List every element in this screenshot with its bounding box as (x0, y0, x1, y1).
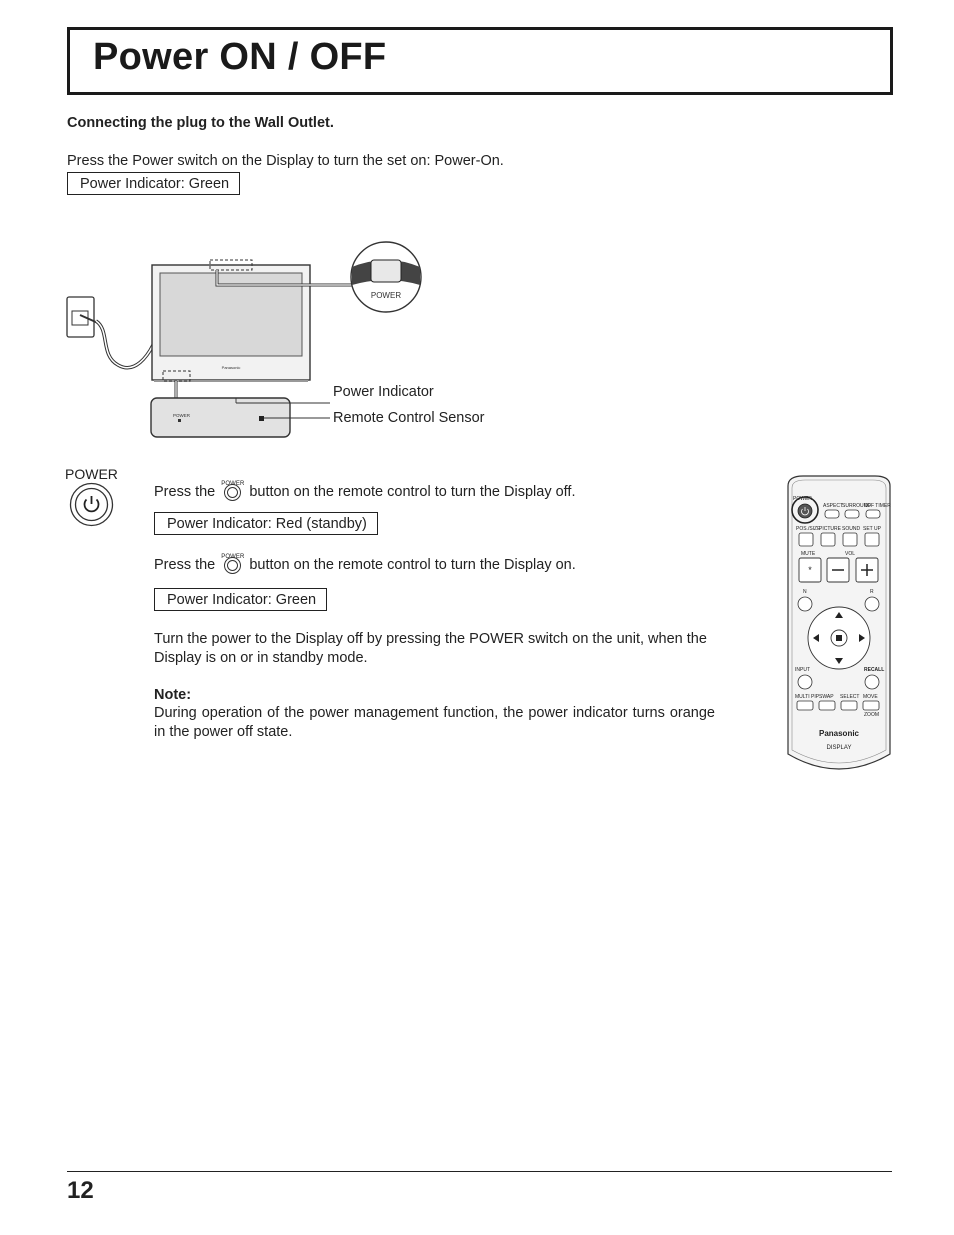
svg-text:SET UP: SET UP (863, 526, 881, 532)
indicator-red-box: Power Indicator: Red (standby) (154, 512, 378, 535)
note-text: During operation of the power management function, the power indicator turns orange in the power off state. (154, 705, 715, 740)
callout-power-indicator: Power Indicator (333, 384, 434, 400)
svg-text:SURROUND: SURROUND (842, 503, 871, 509)
power-on-instruction: Press the Power switch on the Display to turn the set on: Power-On. (67, 153, 504, 169)
remote-on-prefix: Press the (154, 557, 216, 573)
monitor-icon (152, 265, 310, 382)
power-switch-paragraph: Turn the power to the Display off by pressing the POWER switch on the unit, when the Display is on or in standby mode. (154, 631, 707, 666)
remote-off-prefix: Press the (154, 484, 216, 500)
power-switch-zoom-icon (351, 242, 421, 312)
svg-text:POWER: POWER (370, 291, 402, 300)
power-button-label: POWER (65, 466, 118, 482)
svg-text:SELECT: SELECT (840, 694, 860, 700)
section-heading: Connecting the plug to the Wall Outlet. (67, 115, 334, 131)
note-heading: Note: (154, 687, 192, 703)
power-cord-icon (96, 321, 153, 368)
power-button-icon (69, 482, 114, 527)
svg-text:Panasonic: Panasonic (221, 365, 241, 370)
svg-text:ASPECT: ASPECT (823, 503, 844, 509)
svg-text:POS./SIZE: POS./SIZE (796, 526, 821, 532)
svg-text:N: N (803, 589, 807, 595)
wall-outlet-icon (67, 297, 98, 337)
svg-text:SWAP: SWAP (819, 694, 834, 700)
page-title: Power ON / OFF (93, 36, 387, 78)
callout-remote-sensor: Remote Control Sensor (333, 410, 485, 426)
svg-text:MUTE: MUTE (801, 551, 816, 557)
footer-rule (67, 1171, 892, 1172)
svg-text:SOUND: SOUND (842, 526, 861, 532)
remote-off-line (154, 482, 576, 502)
indicator-green-box-2: Power Indicator: Green (154, 588, 327, 611)
svg-text:INPUT: INPUT (795, 667, 810, 673)
front-panel-zoom-icon (151, 398, 290, 437)
page-number: 12 (67, 1177, 94, 1204)
svg-text:Panasonic: Panasonic (818, 729, 860, 738)
inline-power-icon: POWER (221, 555, 243, 573)
svg-text:R: R (870, 589, 874, 595)
remote-on-suffix: button on the remote control to turn the Display on. (249, 557, 576, 573)
svg-text:VOL: VOL (845, 551, 856, 557)
svg-text:MOVE: MOVE (863, 694, 878, 700)
svg-text:POWER: POWER (173, 413, 191, 418)
svg-text:*: * (808, 565, 812, 575)
svg-text:OFF TIMER: OFF TIMER (864, 503, 891, 509)
svg-text:RECALL: RECALL (864, 667, 885, 673)
remote-on-line (154, 555, 576, 575)
inline-power-icon: POWER (221, 482, 243, 500)
svg-text:POWER: POWER (793, 496, 812, 502)
remote-off-suffix: button on the remote control to turn the Display off. (249, 484, 576, 500)
svg-text:DISPLAY: DISPLAY (826, 745, 852, 751)
svg-text:MULTI PIP: MULTI PIP (795, 694, 820, 700)
remote-control-illustration (783, 474, 895, 778)
svg-text:ZOOM: ZOOM (864, 712, 879, 718)
svg-text:PICTURE: PICTURE (819, 526, 841, 532)
indicator-green-box-1: Power Indicator: Green (67, 172, 240, 195)
